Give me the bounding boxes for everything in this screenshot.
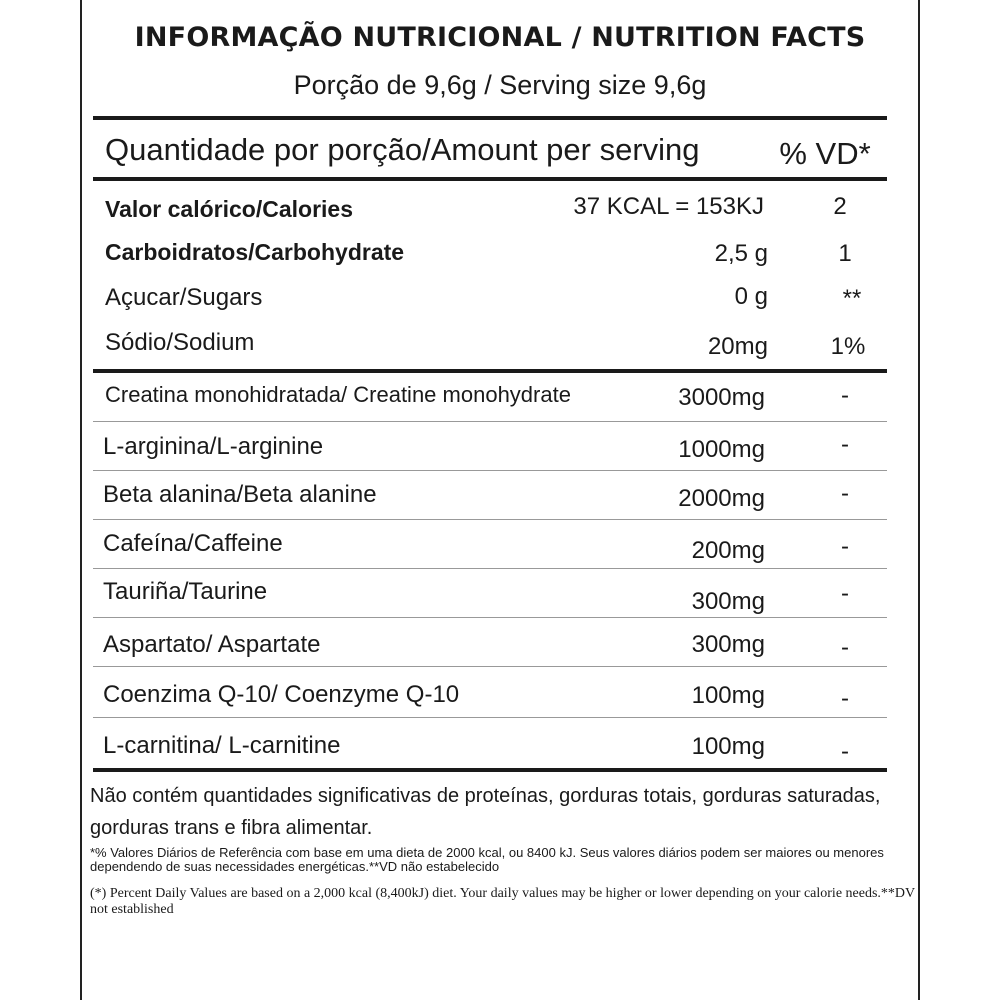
en-daily-value-disclaimer: (*) Percent Daily Values are based on a 2,000 kcal (8,400kJ) diet. Your daily values may be higher or lower depending on your calorie needs.**DV not established xyxy=(90,886,915,917)
ingredient-amount: 300mg xyxy=(691,588,765,615)
row-divider xyxy=(93,617,887,618)
ingredient-dv: - xyxy=(841,431,849,458)
row-divider xyxy=(93,470,887,471)
nutrient-amount-carbohydrate: 2,5 g xyxy=(714,240,768,267)
row-divider xyxy=(93,666,887,667)
not-significant-note: Não contém quantidades significativas de proteínas, gorduras totais, gorduras saturadas, gorduras trans e fibra alimentar. xyxy=(90,785,881,839)
nutrient-name-calories: Valor calórico/Calories xyxy=(105,196,354,222)
ingredient-name: Coenzima Q-10/ Coenzyme Q-10 xyxy=(103,681,460,708)
header-rule xyxy=(93,177,887,181)
ingredient-amount: 100mg xyxy=(691,733,765,760)
row-divider xyxy=(93,717,887,718)
ingredient-dv: - xyxy=(841,382,849,409)
daily-value-heading: % VD* xyxy=(779,136,871,171)
row-divider xyxy=(93,421,887,422)
ingredient-name: L-arginina/L-arginine xyxy=(103,433,324,460)
ingredient-dv: - xyxy=(841,580,849,607)
nutrient-amount-sugars: 0 g xyxy=(734,283,768,310)
ingredient-name: Beta alanina/Beta alanine xyxy=(103,481,377,508)
section-rule xyxy=(93,369,887,373)
ingredient-amount: 300mg xyxy=(691,631,765,658)
ingredient-name: Cafeína/Caffeine xyxy=(103,530,283,557)
ingredient-amount: 3000mg xyxy=(678,384,765,411)
row-divider xyxy=(93,568,887,569)
nutrient-name-sugars: Açucar/Sugars xyxy=(105,284,263,311)
nutrient-dv-carbohydrate: 1 xyxy=(838,240,852,267)
nutrient-name-sodium: Sódio/Sodium xyxy=(105,329,255,356)
ingredient-amount: 100mg xyxy=(691,682,765,709)
ingredient-dv: - xyxy=(841,685,849,712)
ingredient-name: L-carnitina/ L-carnitine xyxy=(103,732,341,759)
nutrient-dv-sodium: 1% xyxy=(830,333,866,360)
top-thick-rule xyxy=(93,116,887,120)
nutrient-amount-calories: 37 KCAL = 153KJ xyxy=(573,193,764,220)
ingredient-name: Aspartato/ Aspartate xyxy=(103,631,321,658)
row-divider xyxy=(93,519,887,520)
ingredient-dv: - xyxy=(841,533,849,560)
ingredient-dv: - xyxy=(841,480,849,507)
ingredient-amount: 200mg xyxy=(691,537,765,564)
serving-size: Porção de 9,6g / Serving size 9,6g xyxy=(293,70,707,100)
ingredient-amount: 1000mg xyxy=(678,436,765,463)
label-title: INFORMAÇÃO NUTRICIONAL / NUTRITION FACTS xyxy=(134,22,866,53)
nutrient-amount-sodium: 20mg xyxy=(707,333,768,360)
ingredient-name: Creatina monohidratada/ Creatine monohydrate xyxy=(105,382,571,407)
pt-daily-value-disclaimer: *% Valores Diários de Referência com base em uma dieta de 2000 kcal, ou 8400 kJ. Seus valores diários podem ser maiores ou menores dependendo de suas necessidades energéticas.**VD não estabelecido xyxy=(90,845,884,874)
ingredient-amount: 2000mg xyxy=(678,485,765,512)
ingredient-name: Tauriña/Taurine xyxy=(103,578,268,605)
ingredient-dv: - xyxy=(841,634,849,661)
nutrient-dv-calories: 2 xyxy=(833,193,847,220)
nutrient-dv-sugars: ** xyxy=(842,285,862,312)
amount-per-serving-heading: Quantidade por porção/Amount per serving xyxy=(105,132,700,167)
bottom-thick-rule xyxy=(93,768,887,772)
nutrient-name-carbohydrate: Carboidratos/Carbohydrate xyxy=(105,239,405,265)
ingredient-dv: - xyxy=(841,738,849,765)
